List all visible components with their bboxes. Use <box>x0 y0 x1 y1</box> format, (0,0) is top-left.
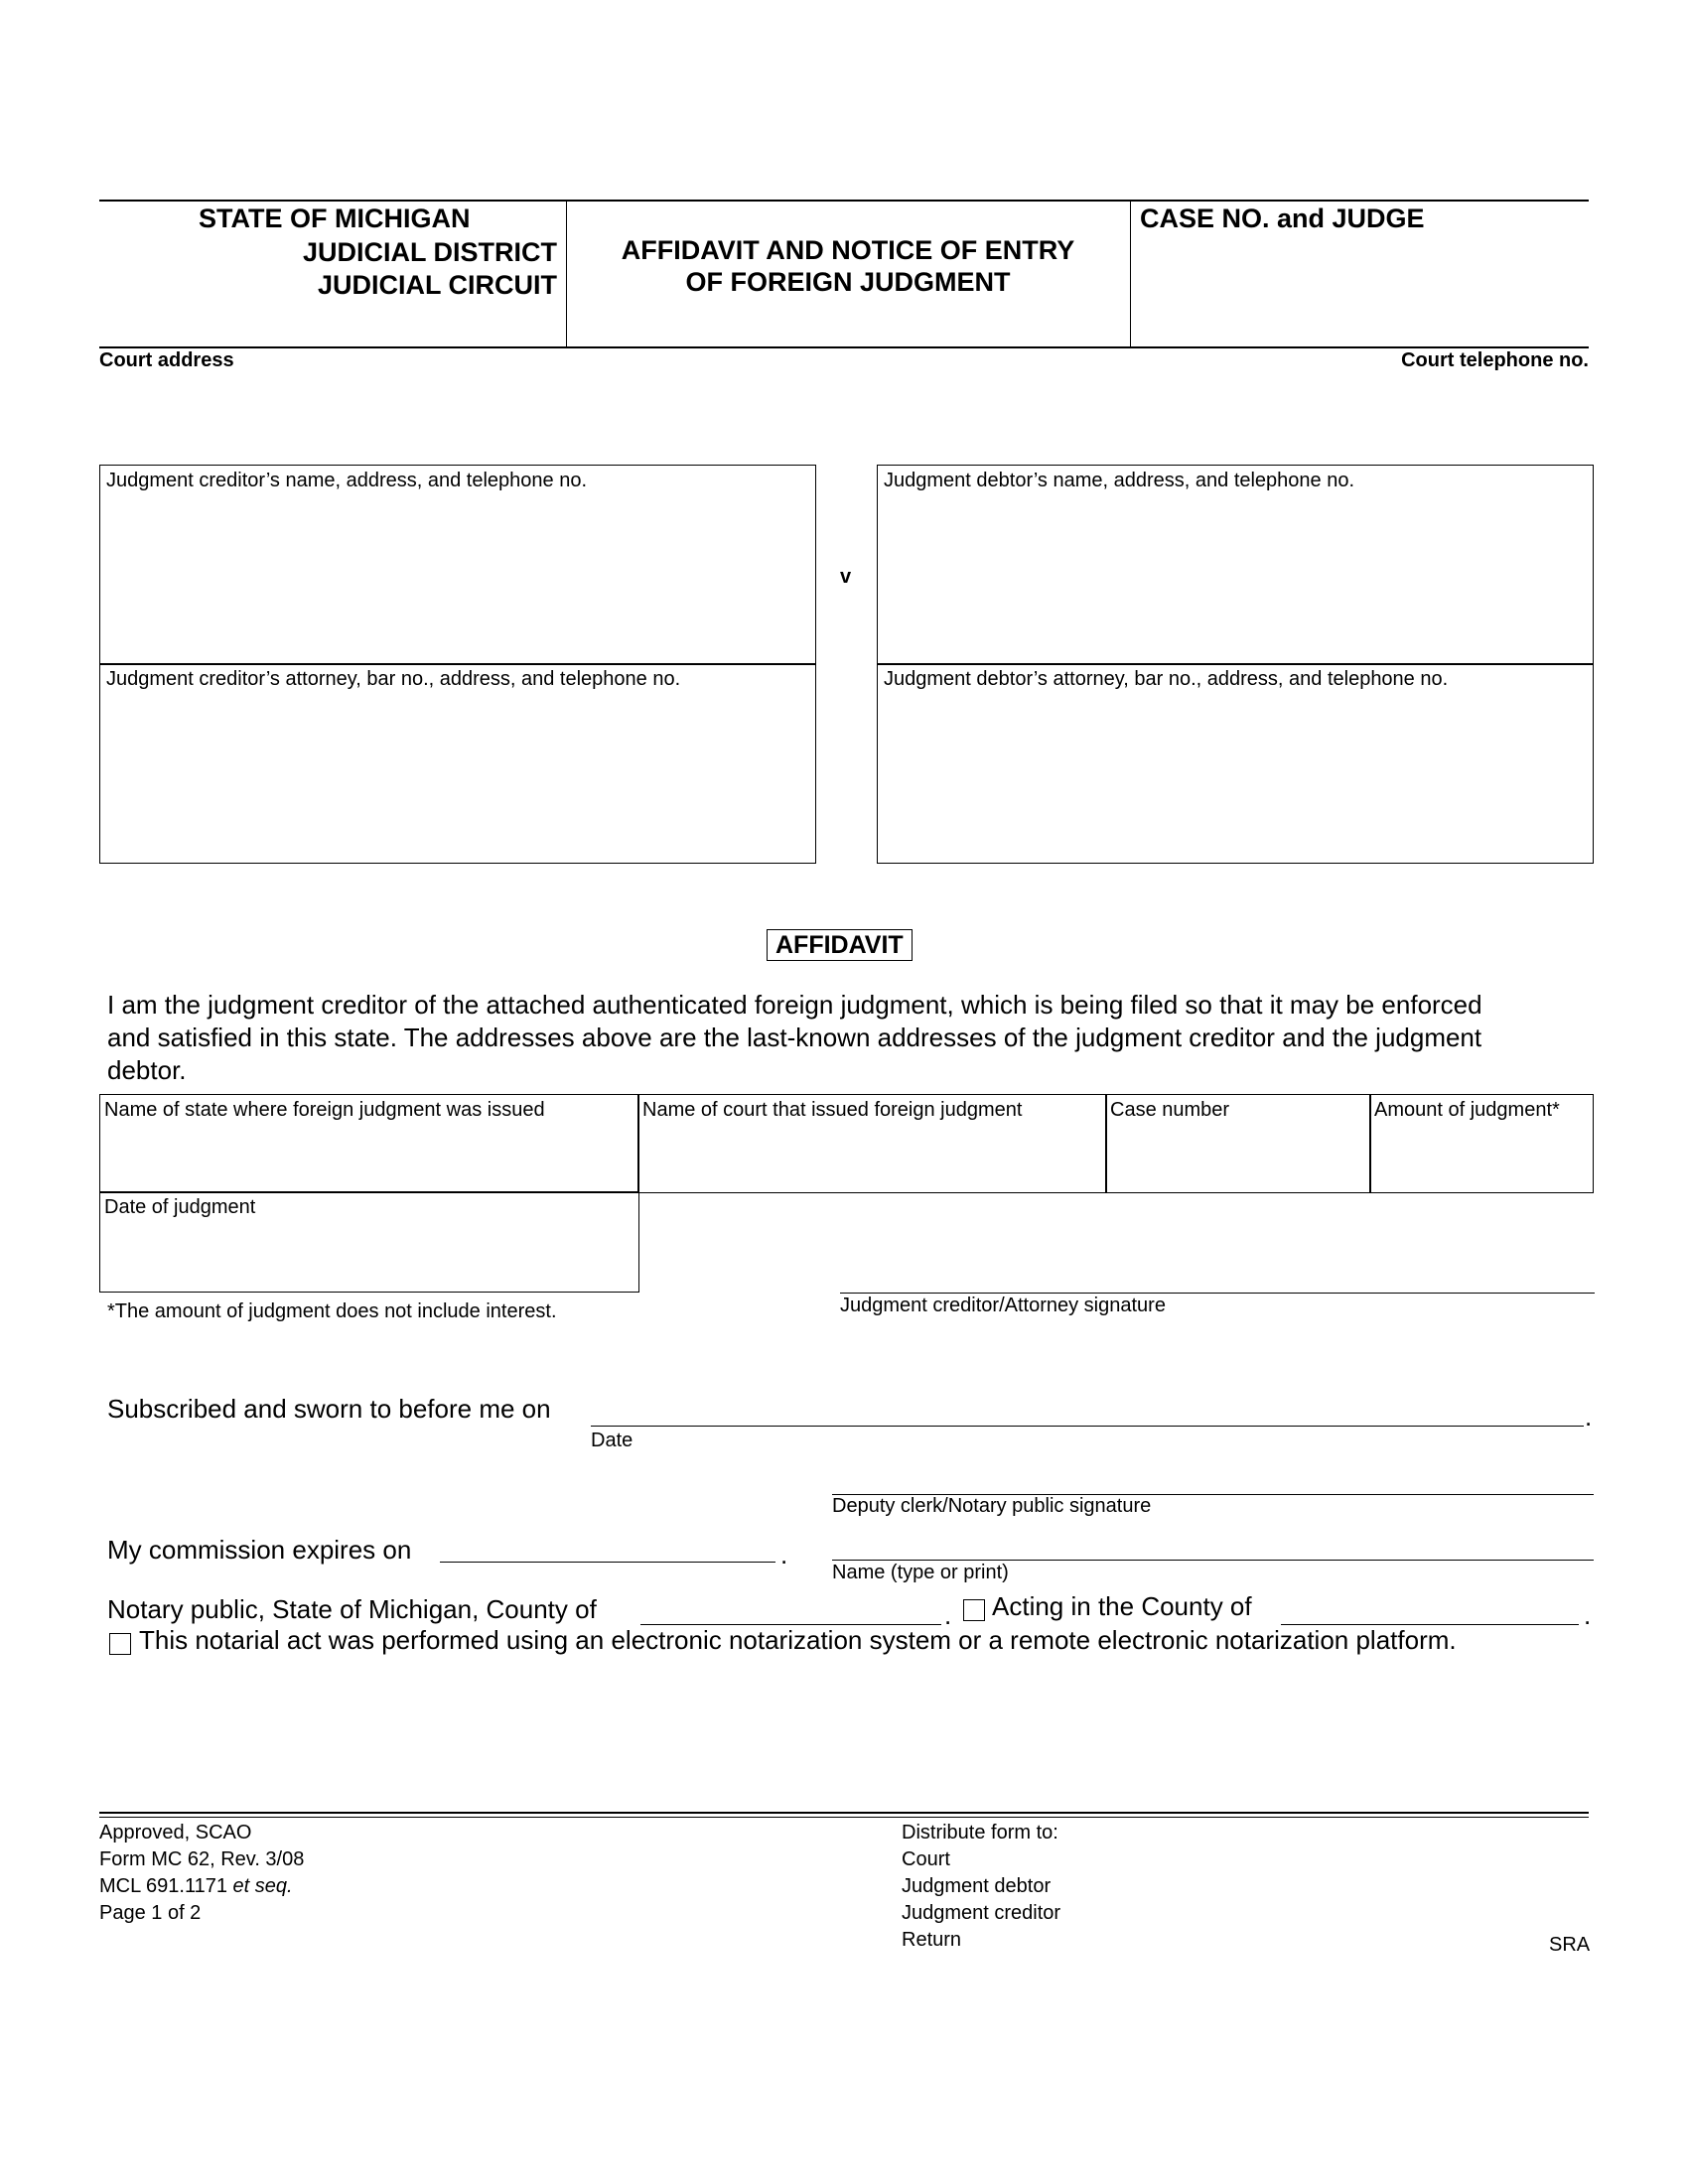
distribute-court: Court <box>902 1848 950 1870</box>
creditor-attorney-label: Judgment creditor’s attorney, bar no., address, and telephone no. <box>106 668 681 690</box>
mcl-citation <box>99 1875 293 1898</box>
affidavit-heading: AFFIDAVIT <box>767 929 913 961</box>
approved-scao: Approved, SCAO <box>99 1822 252 1843</box>
distribute-creditor: Judgment creditor <box>902 1902 1061 1924</box>
header-divider-right <box>1130 201 1131 347</box>
debtor-attorney-box[interactable] <box>877 663 1594 864</box>
sra-mark: SRA <box>1549 1934 1591 1956</box>
court-issued-cell[interactable] <box>637 1094 1107 1193</box>
state-of-michigan: STATE OF MICHIGAN <box>199 204 471 233</box>
creditor-label: Judgment creditor’s name, address, and telephone no. <box>106 470 588 491</box>
footer-rule-top <box>99 1812 1589 1814</box>
state-issued-label: Name of state where foreign judgment was issued <box>104 1099 545 1121</box>
sworn-date-line[interactable] <box>591 1426 1584 1427</box>
header-bottom-rule <box>99 346 1589 348</box>
court-telephone-label: Court telephone no. <box>1401 349 1589 371</box>
affidavit-text-line3: debtor. <box>107 1055 187 1085</box>
notary-name-label: Name (type or print) <box>832 1562 1009 1583</box>
versus-label: v <box>840 566 852 588</box>
state-issued-cell[interactable] <box>99 1094 639 1193</box>
county-text: Notary public, State of Michigan, County of <box>107 1594 597 1624</box>
acting-county-checkbox[interactable] <box>963 1599 985 1621</box>
footer-rule-bottom <box>99 1817 1589 1818</box>
county-period: . <box>944 1600 952 1630</box>
debtor-label: Judgment debtor’s name, address, and telephone no. <box>884 470 1355 491</box>
page-number: Page 1 of 2 <box>99 1902 202 1924</box>
date-of-judgment-label: Date of judgment <box>104 1196 256 1218</box>
creditor-signature-label: Judgment creditor/Attorney signature <box>840 1295 1166 1316</box>
mcl-et-seq: et seq. <box>232 1875 293 1897</box>
form-title-line1: AFFIDAVIT AND NOTICE OF ENTRY <box>621 235 1075 265</box>
debtor-attorney-label: Judgment debtor’s attorney, bar no., address, and telephone no. <box>884 668 1449 690</box>
sworn-text: Subscribed and sworn to before me on <box>107 1394 551 1424</box>
creditor-box[interactable] <box>99 465 816 665</box>
electronic-notarization-checkbox[interactable] <box>109 1633 131 1655</box>
commission-period: . <box>780 1540 788 1570</box>
date-of-judgment-cell[interactable] <box>99 1191 639 1293</box>
court-address-label: Court address <box>99 349 234 371</box>
notary-name-line[interactable] <box>832 1560 1594 1561</box>
case-no-judge-label: CASE NO. and JUDGE <box>1140 204 1425 233</box>
amount-cell[interactable] <box>1369 1094 1594 1193</box>
form-number: Form MC 62, Rev. 3/08 <box>99 1848 305 1870</box>
judicial-circuit: JUDICIAL CIRCUIT <box>317 270 557 300</box>
case-number-cell[interactable] <box>1105 1094 1371 1193</box>
amount-label: Amount of judgment* <box>1374 1099 1560 1121</box>
commission-date-line[interactable] <box>440 1562 775 1563</box>
acting-county-text: Acting in the County of <box>992 1591 1252 1621</box>
distribute-debtor: Judgment debtor <box>902 1875 1052 1897</box>
affidavit-text-line1: I am the judgment creditor of the attached authenticated foreign judgment, which is being filed so that it may be enforced <box>107 990 1482 1020</box>
judicial-district: JUDICIAL DISTRICT <box>302 237 557 267</box>
commission-text: My commission expires on <box>107 1535 412 1565</box>
distribute-return: Return <box>902 1929 962 1951</box>
creditor-signature-line[interactable] <box>840 1293 1595 1294</box>
debtor-box[interactable] <box>877 465 1594 665</box>
case-no-field[interactable] <box>1138 240 1585 341</box>
deputy-signature-label: Deputy clerk/Notary public signature <box>832 1495 1152 1517</box>
court-issued-label: Name of court that issued foreign judgment <box>642 1099 1023 1121</box>
mcl-main: MCL 691.1171 <box>99 1875 233 1897</box>
electronic-notarization-text: This notarial act was performed using an electronic notarization system or a remote electronic notarization platform. <box>139 1625 1457 1655</box>
sworn-period: . <box>1585 1402 1593 1432</box>
case-number-label: Case number <box>1110 1099 1230 1121</box>
form-title-line2: OF FOREIGN JUDGMENT <box>685 267 1011 297</box>
acting-period: . <box>1584 1600 1592 1630</box>
amount-footnote: *The amount of judgment does not include interest. <box>107 1300 557 1322</box>
distribute-label: Distribute form to: <box>902 1822 1058 1843</box>
affidavit-text-line2: and satisfied in this state. The addresses above are the last-known addresses of the judgment creditor and the judgment <box>107 1023 1482 1052</box>
date-label: Date <box>591 1430 633 1451</box>
creditor-attorney-box[interactable] <box>99 663 816 864</box>
